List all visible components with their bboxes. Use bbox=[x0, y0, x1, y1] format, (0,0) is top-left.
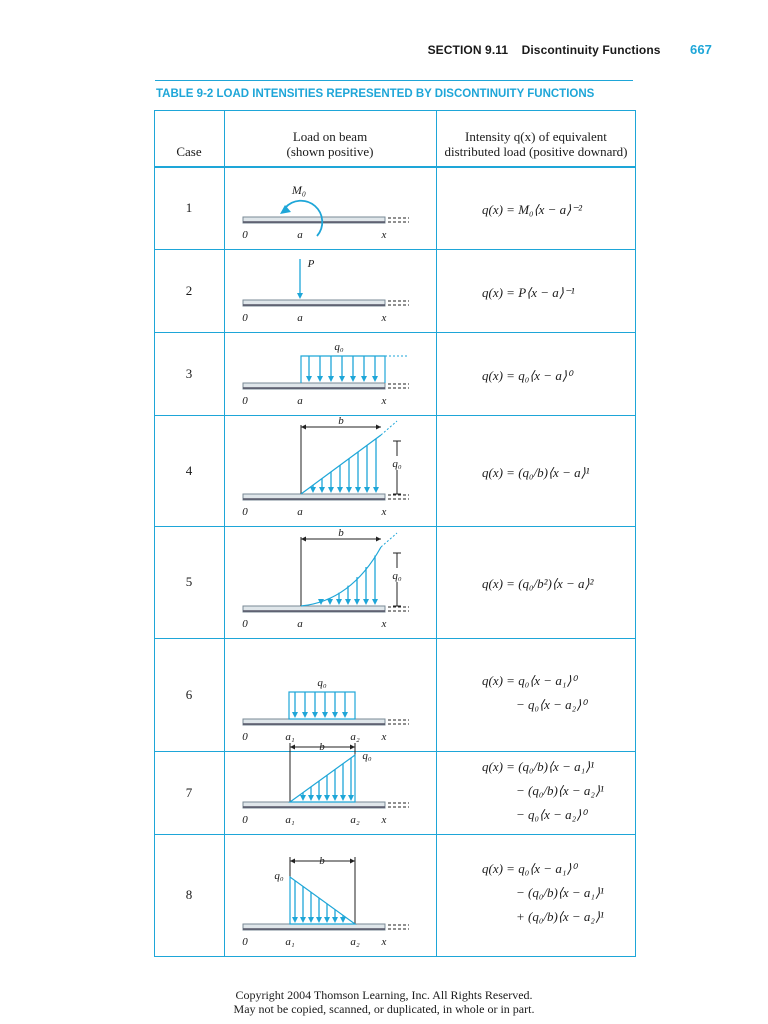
origin-label: 0 bbox=[242, 936, 248, 948]
triangular-load bbox=[290, 755, 355, 802]
x-label: x bbox=[381, 229, 387, 241]
copyright-line2: May not be copied, scanned, or duplicated, in whole or in part. bbox=[233, 1002, 535, 1016]
case-number: 6 bbox=[185, 686, 193, 702]
origin-label: 0 bbox=[242, 229, 248, 241]
origin-label: 0 bbox=[242, 312, 248, 324]
case-number: 1 bbox=[185, 200, 193, 215]
formula-line: q(x) = (q₀/b)⟨x − a₁⟩¹ bbox=[482, 758, 595, 774]
a-label: a bbox=[297, 395, 303, 407]
table-top-border bbox=[154, 110, 636, 111]
point-load-label: P bbox=[307, 258, 315, 270]
formula-line: − q₀⟨x − a₂⟩⁰ bbox=[516, 806, 587, 822]
case-number: 5 bbox=[185, 574, 193, 589]
moment-label: M₀ bbox=[291, 183, 307, 197]
load-table bbox=[154, 110, 636, 956]
origin-label: 0 bbox=[242, 731, 248, 743]
case-number: 8 bbox=[185, 887, 193, 902]
q0-label: q₀ bbox=[392, 570, 402, 582]
table-title: TABLE 9-2 LOAD INTENSITIES REPRESENTED BY DISCONTINUITY FUNCTIONS bbox=[156, 88, 595, 100]
a-label: a bbox=[297, 312, 303, 324]
a1-label: a₁ bbox=[285, 731, 295, 743]
load-diagram-6 bbox=[225, 639, 437, 750]
formula-line: q(x) = (q₀/b)⟨x − a⟩¹ bbox=[482, 464, 590, 480]
b-label: b bbox=[319, 855, 325, 867]
header-rule bbox=[155, 80, 633, 81]
page-number: 667 bbox=[690, 42, 712, 57]
ramp-load-line bbox=[301, 435, 381, 494]
case-number: 4 bbox=[185, 462, 193, 478]
parabolic-load-curve bbox=[301, 547, 381, 606]
case-number: 2 bbox=[185, 282, 193, 298]
header-load-line2: (shown positive) bbox=[286, 144, 374, 159]
a-label: a bbox=[297, 506, 303, 518]
b-label: b bbox=[338, 415, 344, 427]
copyright-line1: Copyright 2004 Thomson Learning, Inc. All Rights Reserved. bbox=[235, 988, 533, 1002]
a1-label: a₁ bbox=[285, 936, 295, 948]
formula-line: q(x) = q₀⟨x − a₁⟩⁰ bbox=[482, 861, 577, 876]
formula-line: − (q₀/b)⟨x − a₁⟩¹ bbox=[516, 885, 604, 900]
load-diagram-3 bbox=[225, 333, 437, 414]
load-diagram-2 bbox=[225, 250, 437, 331]
header-int-line1: Intensity q(x) of equivalent bbox=[465, 129, 607, 144]
load-diagram-4 bbox=[225, 416, 437, 525]
a-label: a bbox=[297, 618, 303, 630]
copyright-notice bbox=[0, 988, 768, 1016]
chapter-title: Discontinuity Functions bbox=[521, 43, 661, 57]
b-label: b bbox=[319, 741, 325, 753]
case-number: 3 bbox=[185, 365, 193, 381]
running-head bbox=[428, 42, 712, 57]
x-label: x bbox=[381, 814, 387, 826]
origin-label: 0 bbox=[242, 395, 248, 407]
q0-label: q₀ bbox=[362, 750, 372, 762]
q0-label: q₀ bbox=[274, 870, 284, 882]
header-int-line2: distributed load (positive downard) bbox=[444, 144, 628, 159]
formula-line: − (q₀/b)⟨x − a₂⟩¹ bbox=[516, 782, 604, 798]
x-label: x bbox=[381, 506, 387, 518]
a2-label: a₂ bbox=[350, 731, 360, 743]
header-load-line1: Load on beam bbox=[292, 129, 368, 144]
origin-label: 0 bbox=[242, 814, 248, 826]
header-case-text: Case bbox=[176, 144, 202, 159]
q0-label: q₀ bbox=[317, 677, 327, 689]
origin-label: 0 bbox=[242, 506, 248, 518]
formula-line: q(x) = (q₀/b²)⟨x − a⟩² bbox=[482, 576, 594, 591]
formula-line: q(x) = M₀⟨x − a⟩⁻² bbox=[482, 202, 582, 217]
case-number: 7 bbox=[185, 784, 193, 800]
q0-label: q₀ bbox=[392, 458, 402, 470]
a1-label: a₁ bbox=[285, 814, 295, 826]
header-load bbox=[224, 129, 436, 159]
triangular-load bbox=[290, 877, 355, 924]
origin-label: 0 bbox=[242, 618, 248, 630]
header-intensity bbox=[436, 129, 636, 159]
x-label: x bbox=[381, 936, 387, 948]
a2-label: a₂ bbox=[350, 936, 360, 948]
formula-line: q(x) = q₀⟨x − a⟩⁰ bbox=[482, 367, 573, 383]
column-border bbox=[635, 110, 636, 956]
b-label: b bbox=[338, 527, 344, 539]
x-label: x bbox=[381, 618, 387, 630]
formula-line: q(x) = P⟨x − a⟩⁻¹ bbox=[482, 284, 575, 300]
load-diagram-7 bbox=[225, 741, 437, 833]
x-label: x bbox=[381, 395, 387, 407]
row-border bbox=[154, 956, 636, 957]
formula-line: q(x) = q₀⟨x − a₁⟩⁰ bbox=[482, 672, 577, 688]
formula-line: + (q₀/b)⟨x − a₂⟩¹ bbox=[516, 909, 604, 924]
formula-line: − q₀⟨x − a₂⟩⁰ bbox=[516, 696, 587, 712]
load-diagram-1 bbox=[225, 168, 437, 248]
a2-label: a₂ bbox=[350, 814, 360, 826]
column-border bbox=[154, 110, 155, 956]
section-label: SECTION 9.11 bbox=[427, 43, 509, 57]
a-label: a bbox=[297, 229, 303, 241]
load-diagram-5 bbox=[225, 527, 437, 637]
x-label: x bbox=[381, 312, 387, 324]
load-diagram-8 bbox=[225, 835, 437, 955]
x-label: x bbox=[381, 731, 387, 743]
header-case bbox=[154, 144, 224, 159]
q0-label: q₀ bbox=[334, 341, 344, 353]
